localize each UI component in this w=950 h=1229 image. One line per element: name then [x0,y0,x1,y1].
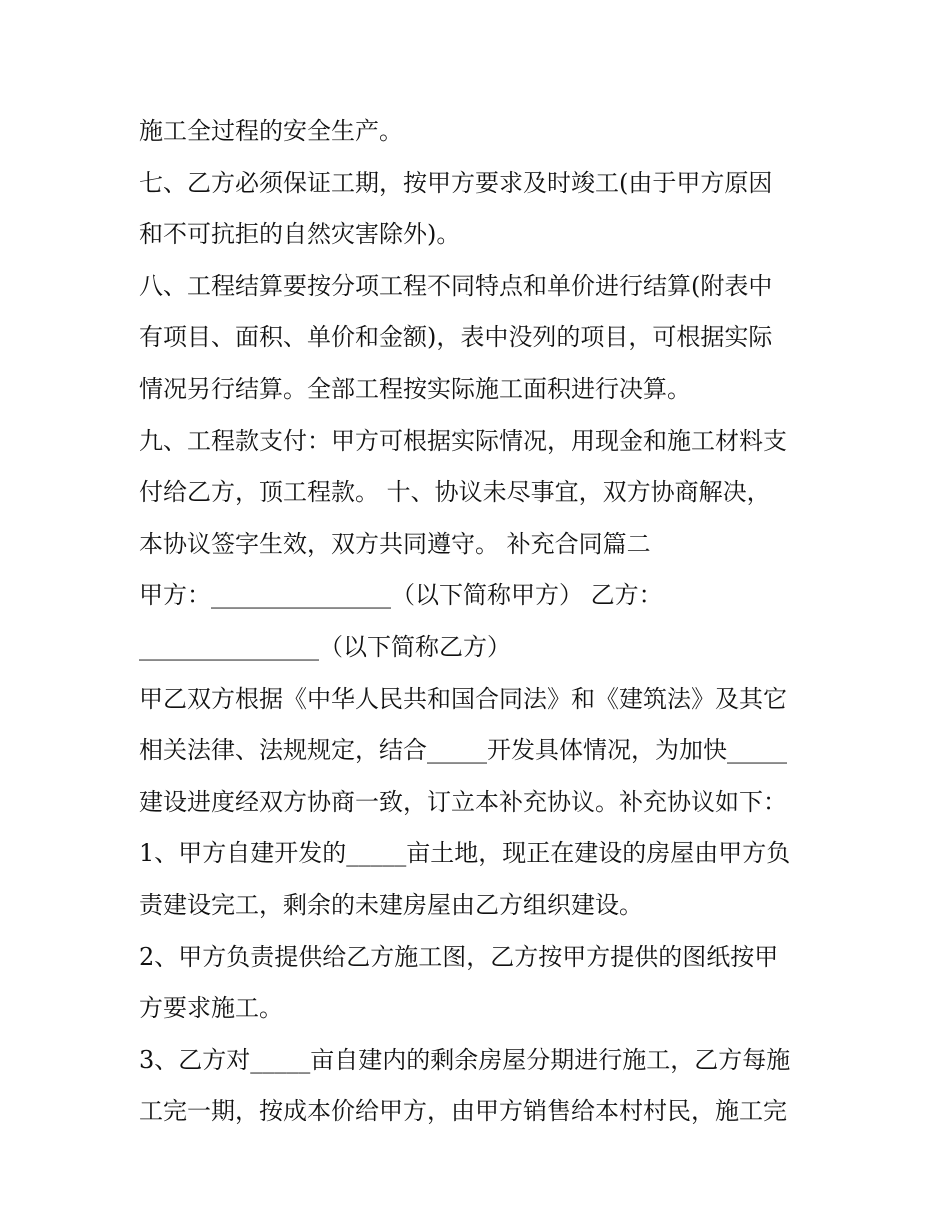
text-line: 施工全过程的安全生产。 [139,117,403,145]
text-line: 有项目、面积、单价和金额)，表中没列的项目，可根据实际 [139,323,773,352]
contract-text [139,106,839,1138]
text-line: 相关法律、法规规定，结合_____开发具体情况，为加快_____ [139,736,787,765]
text-line: 工完一期，按成本价给甲方，由甲方销售给本村村民，施工完 [139,1097,787,1126]
text-line: _______________（以下简称乙方） [139,632,511,661]
text-line: 九、工程款支付：甲方可根据实际情况，用现金和施工材料支 [139,426,787,455]
text-line: 3、乙方对_____亩自建内的剩余房屋分期进行施工，乙方每施 [139,1045,791,1074]
text-line: 责建设完工，剩余的未建房屋由乙方组织建设。 [139,890,643,919]
text-line: 1、甲方自建开发的_____亩土地，现正在建设的房屋由甲方负 [139,839,791,868]
text-line: 和不可抗拒的自然灾害除外)。 [139,220,461,249]
text-line: 付给乙方，顶工程款。 十、协议未尽事宜，双方协商解决， [139,478,771,507]
text-line: 本协议签字生效，双方共同遵守。 补充合同篇二 [139,529,651,558]
text-line: 情况另行结算。全部工程按实际施工面积进行决算。 [139,374,691,403]
text-line: 方要求施工。 [139,994,283,1023]
text-line: 建设进度经双方协商一致，订立本补充协议。补充协议如下： [139,787,787,816]
text-line: 甲方：_______________（以下简称甲方） 乙方： [139,581,663,610]
text-line: 2、甲方负责提供给乙方施工图，乙方按甲方提供的图纸按甲 [139,942,779,971]
text-line: 七、乙方必须保证工期，按甲方要求及时竣工(由于甲方原因 [139,168,773,197]
text-line: 八、工程结算要按分项工程不同特点和单价进行结算(附表中 [139,271,773,300]
text-line: 甲乙双方根据《中华人民共和国合同法》和《建筑法》及其它 [139,684,787,713]
